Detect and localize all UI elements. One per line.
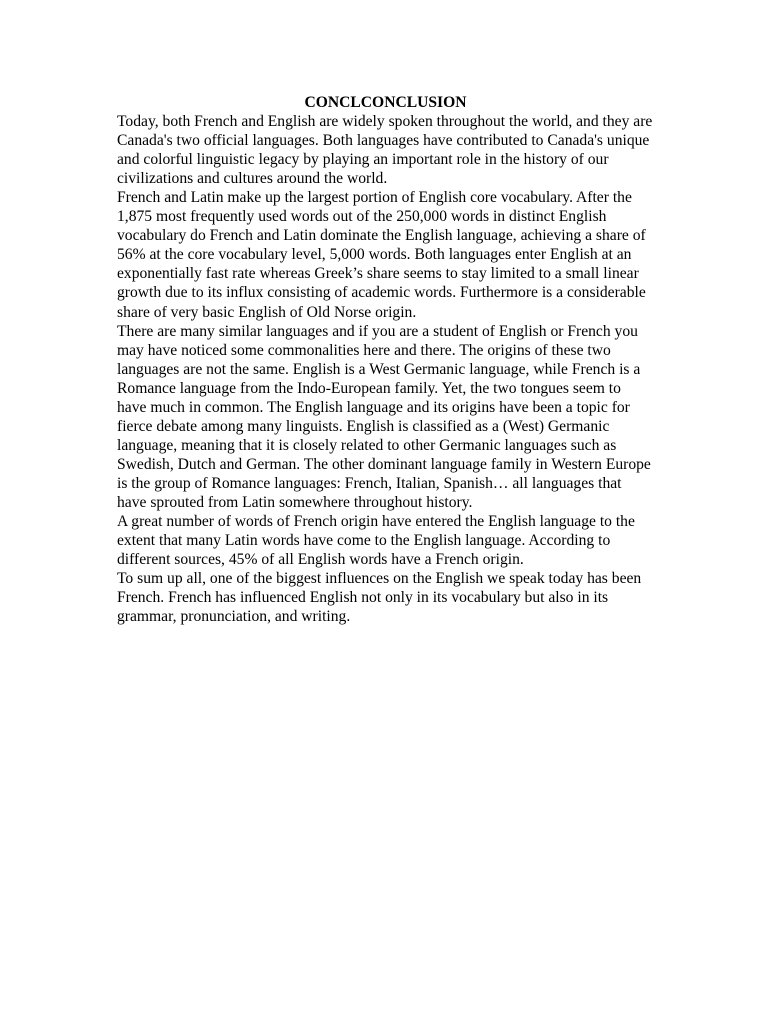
paragraph-canada-languages: Today, both French and English are widely spoken throughout the world, and they are Canada's two official languages. Both languages have contributed to Canada's unique and colorful linguistic legacy by playing an important role in the history of our civilizations and cultures around the world. (117, 113, 653, 188)
paragraph-language-origins: There are many similar languages and if you are a student of English or French you may have noticed some commonalities here and there. The origins of these two languages are not the same. English is a West Germanic language, while French is a Romance language from the Indo-European family. Yet, the two tongues seem to have much in common. The English language and its origins have been a topic for fierce debate among many linguists. English is classified as a (West) Germanic language, meaning that it is closely related to other Germanic languages such as Swedish, Dutch and German. The other dominant language family in Western Europe is the group of Romance languages: French, Italian, Spanish… all languages that have sprouted from Latin somewhere throughout history. (117, 322, 651, 511)
paragraph-core-vocabulary: French and Latin make up the largest portion of English core vocabulary. After the 1,875 most frequently used words out of the 250,000 words in distinct English vocabulary do French and Latin dominate the English language, achieving a share of 56% at the core vocabulary level, 5,000 words. Both languages enter English at an exponentially fast rate whereas Greek’s share seems to stay limited to a small linear growth due to its influx consisting of academic words. Furthermore is a considerable share of very basic English of Old Norse origin. (117, 189, 646, 321)
paragraph-french-origin-words: A great number of words of French origin have entered the English language to the extent that many Latin words have come to the English language. According to different sources, 45% of all English words have a French origin. (117, 513, 635, 569)
paragraph-summary: To sum up all, one of the biggest influences on the English we speak today has been French. French has influenced English not only in its vocabulary but also in its grammar, pronunciation, and writing. (117, 570, 642, 626)
document-body (117, 93, 654, 626)
document-title: CONCLCONCLUSION (304, 94, 467, 111)
